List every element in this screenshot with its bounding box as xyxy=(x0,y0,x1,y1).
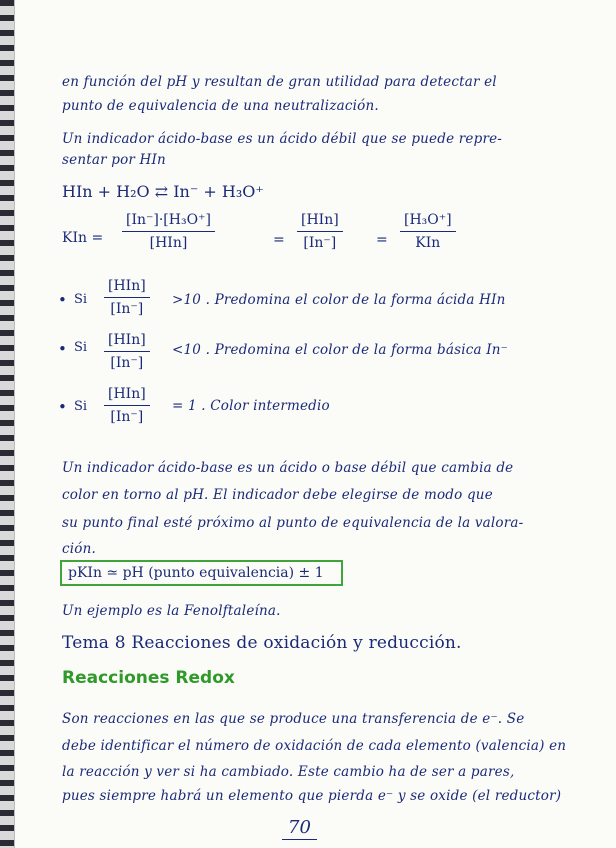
case-si: Si xyxy=(74,340,88,355)
case-fraction xyxy=(104,386,150,425)
fraction-numerator: [H₃O⁺] xyxy=(400,212,456,232)
text-line: su punto final esté próximo al punto de equivalencia de la valora- xyxy=(62,515,524,531)
highlighted-formula-box: pKIn ≃ pH (punto equivalencia) ± 1 xyxy=(60,560,343,586)
fraction-denominator: [HIn] xyxy=(149,235,188,251)
fraction-denominator: KIn xyxy=(415,235,441,251)
fraction-numerator: [HIn] xyxy=(104,386,150,406)
bullet-icon: • xyxy=(58,398,67,416)
fraction-denominator: [In⁻] xyxy=(110,301,144,317)
text-line: Un indicador ácido-base es un ácido débil que se puede repre- xyxy=(62,131,503,147)
spiral-binding xyxy=(0,0,15,848)
text-line: Un ejemplo es la Fenolftaleína. xyxy=(62,603,281,619)
text-line: Son reacciones en las que se produce una transferencia de e⁻. Se xyxy=(62,711,525,727)
case-text: >10 . Predomina el color de la forma ácida HIn xyxy=(172,292,506,308)
text-line: la reacción y ver si ha cambiado. Este cambio ha de ser a pares, xyxy=(62,764,515,780)
case-si: Si xyxy=(74,292,88,307)
text-line: Un indicador ácido-base es un ácido o base débil que cambia de xyxy=(62,460,514,476)
bullet-icon: • xyxy=(58,291,67,309)
text-line: pues siempre habrá un elemento que pierda e⁻ y se oxide (el reductor) xyxy=(62,788,562,804)
equals-sign: = xyxy=(376,232,388,248)
text-line: en función del pH y resultan de gran utilidad para detectar el xyxy=(62,74,497,90)
text-line: debe identificar el número de oxidación de cada elemento (valencia) en xyxy=(62,738,567,754)
kin-fraction-2 xyxy=(297,212,343,251)
tema-title: Tema 8 Reacciones de oxidación y reducción. xyxy=(62,633,462,653)
case-text: = 1 . Color intermedio xyxy=(172,398,330,414)
fraction-numerator: [HIn] xyxy=(104,278,150,298)
fraction-denominator: [In⁻] xyxy=(110,355,144,371)
text-line: ción. xyxy=(62,541,96,557)
bullet-icon: • xyxy=(58,340,67,358)
fraction-numerator: [In⁻]·[H₃O⁺] xyxy=(122,212,215,232)
text-line: punto de equivalencia de una neutralización. xyxy=(62,98,379,114)
fraction-numerator: [HIn] xyxy=(104,332,150,352)
equilibrium-equation: HIn + H₂O ⇄ In⁻ + H₃O⁺ xyxy=(62,182,264,201)
case-text: <10 . Predomina el color de la forma básica In⁻ xyxy=(172,342,508,358)
equals-sign: = xyxy=(273,232,285,248)
case-fraction xyxy=(104,332,150,371)
text-line: sentar por HIn xyxy=(62,152,166,168)
text-line: color en torno al pH. El indicador debe elegirse de modo que xyxy=(62,487,493,503)
case-si: Si xyxy=(74,399,88,414)
fraction-denominator: [In⁻] xyxy=(110,409,144,425)
case-fraction xyxy=(104,278,150,317)
kin-fraction-1 xyxy=(122,212,215,251)
page-number: 70 xyxy=(288,817,311,838)
kin-fraction-3 xyxy=(400,212,456,251)
fraction-denominator: [In⁻] xyxy=(303,235,337,251)
section-heading: Reacciones Redox xyxy=(62,668,235,688)
kin-label: KIn = xyxy=(62,230,104,246)
fraction-numerator: [HIn] xyxy=(297,212,343,232)
